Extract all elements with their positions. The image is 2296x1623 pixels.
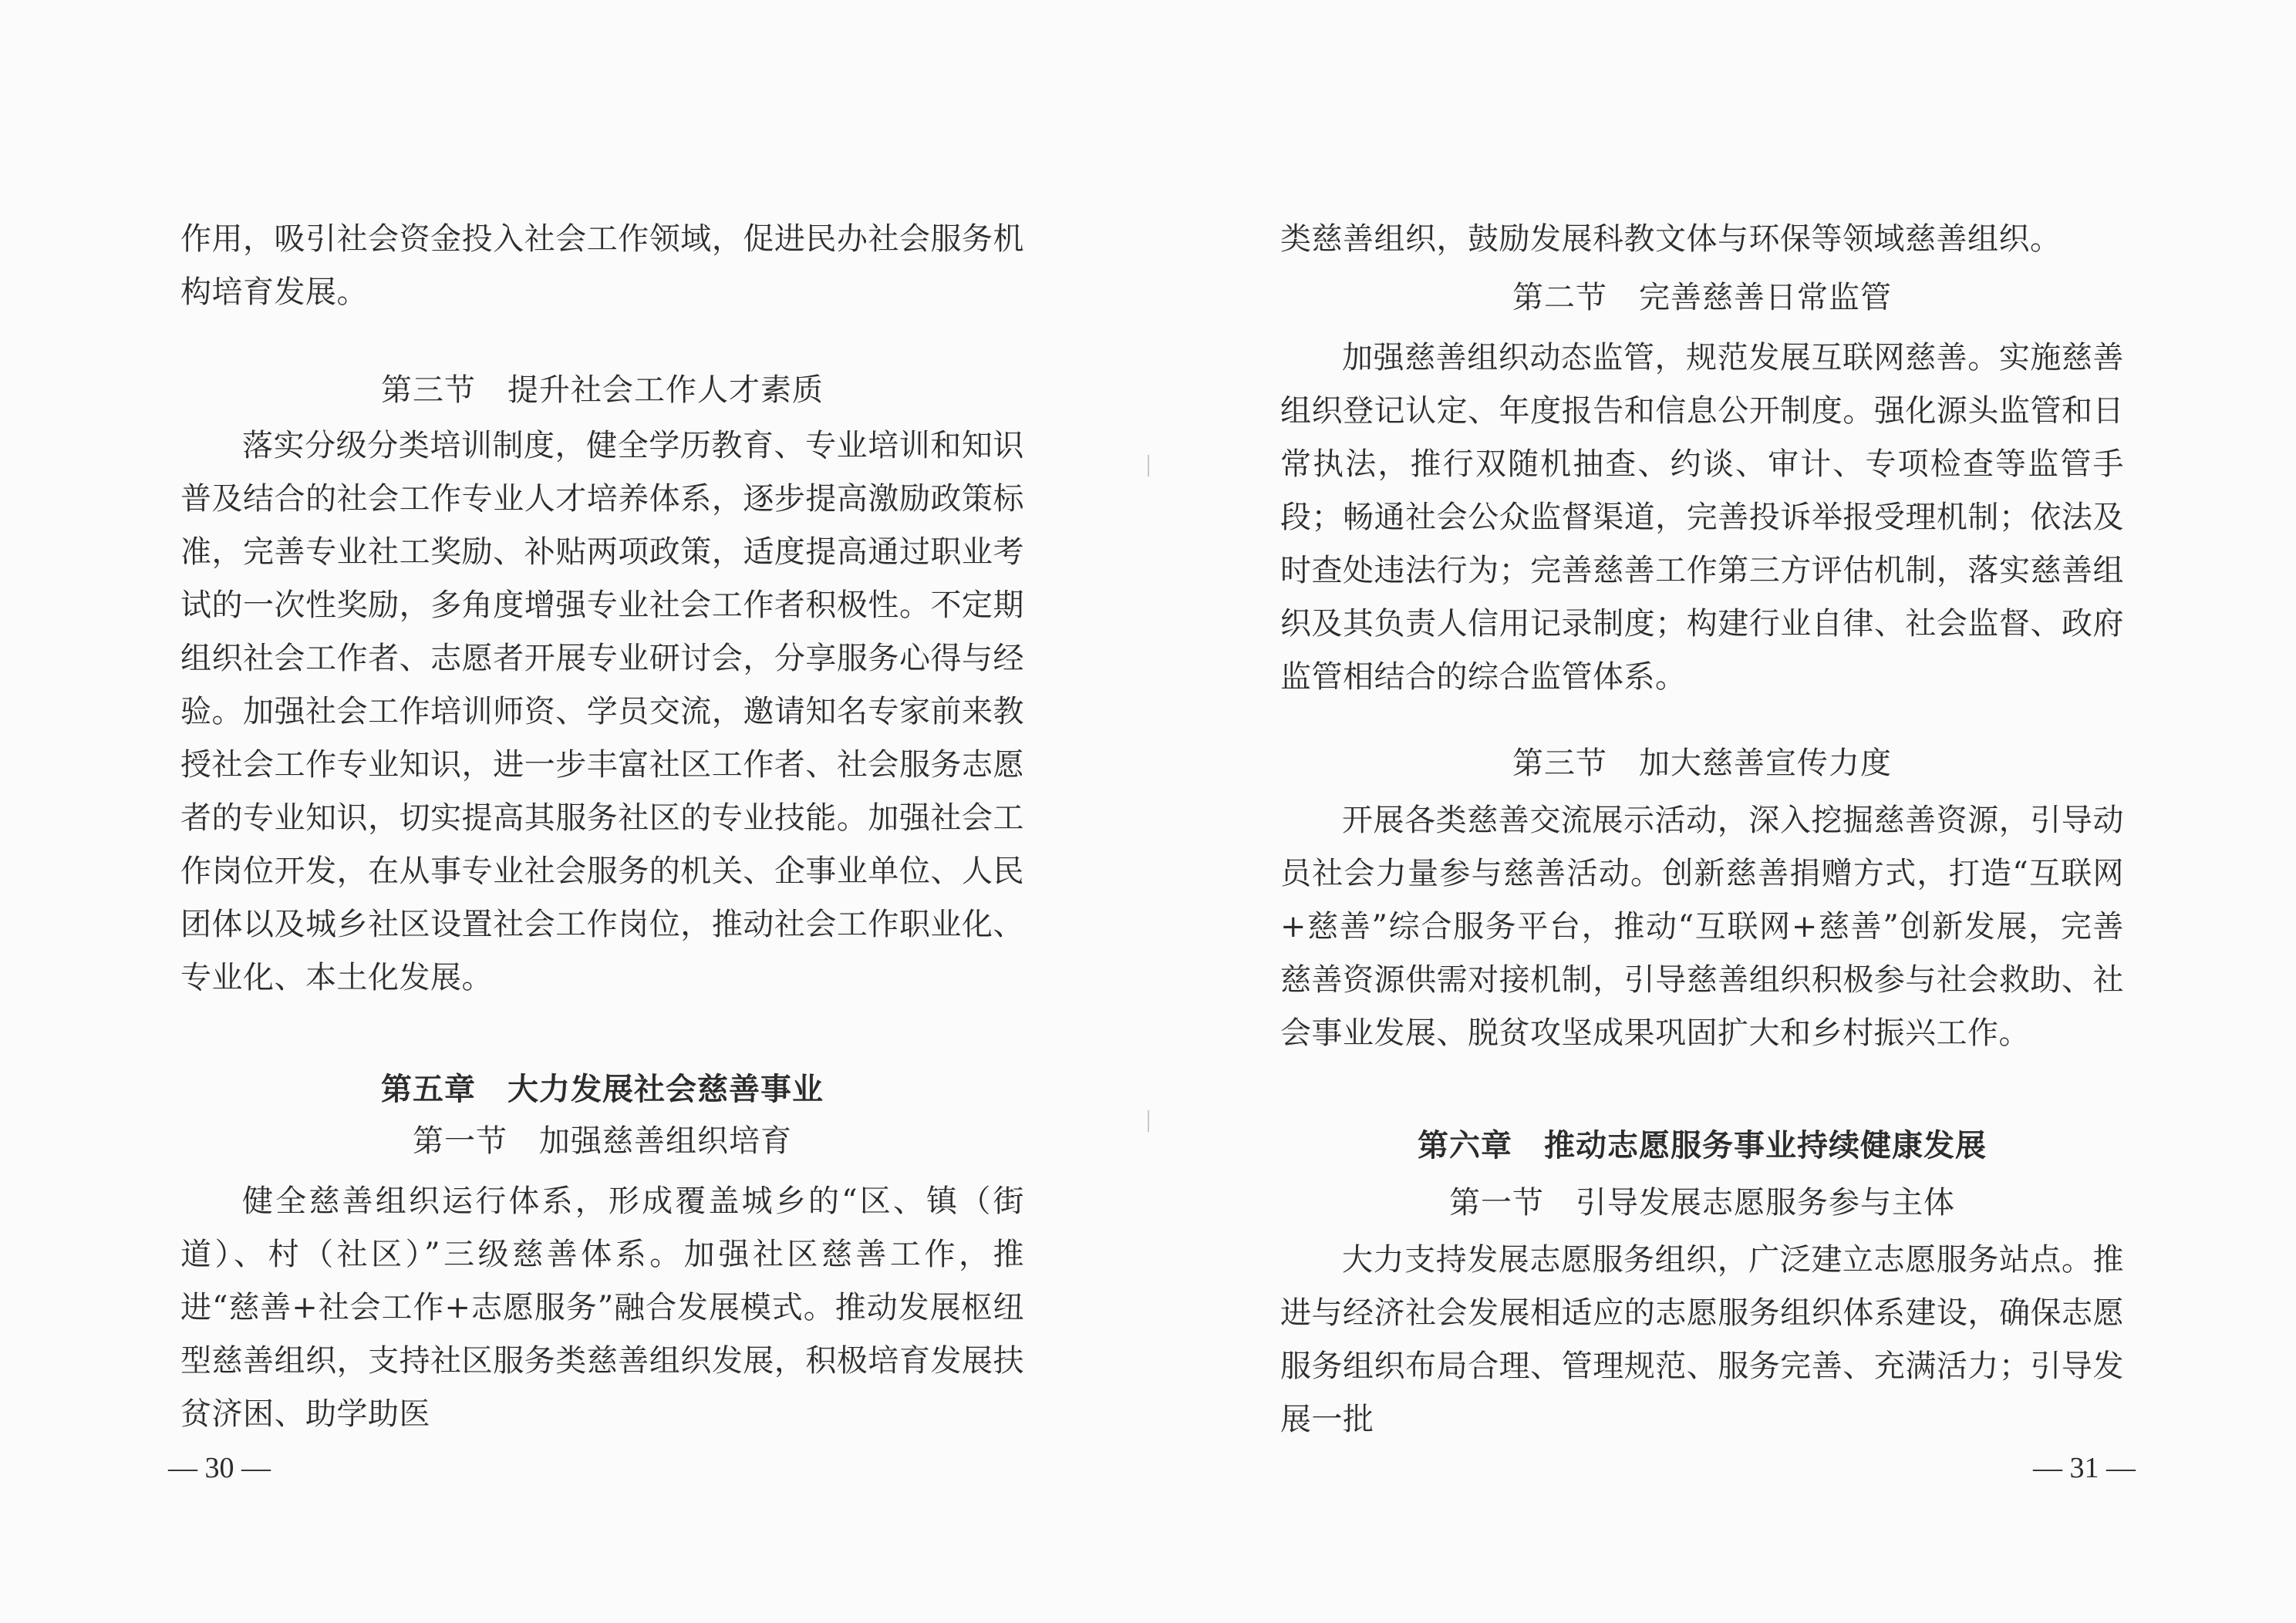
left-paragraph-1: 作用，吸引社会资金投入社会工作领域，促进民办社会服务机构培育发展。 [180,221,1024,310]
right-section-1-title: 第一节 引导发展志愿服务参与主体 [1449,1185,1955,1221]
gutter-mark-bottom [1148,1110,1149,1132]
left-paragraph-2: 落实分级分类培训制度，健全学历教育、专业培训和知识普及结合的社会工作专业人才培养体系，逐步提高激励政策标准，完善专业社工奖励、补贴两项政策，适度提高通过职业考试的一次性奖励，多角度增强专业社会工作者积极性。不定期组织社会工作者、志愿者开展专业研讨会，分享服务心得与经验。加强社会工作培训师资、学员交流，邀请知名专家前来教授社会工作专业知识，进一步丰富社区工作者、社会服务志愿者的专业知识，切实提高其服务社区的专业技能。加强社会工作岗位开发，在从事专业社会服务的机关、企事业单位、人民团体以及城乡社区设置社会工作岗位，推动社会工作职业化、专业化、本土化发展。 [180,428,1024,995]
right-paragraph-1: 类慈善组织，鼓励发展科教文体与环保等领域慈善组织。 [1280,221,2062,257]
left-section-3-title: 第三节 提升社会工作人才素质 [381,372,824,408]
left-page-number: — 30 — [168,1452,271,1484]
right-paragraph-4: 大力支持发展志愿服务组织，广泛建立志愿服务站点。推进与经济社会发展相适应的志愿服务组织体系建设，确保志愿服务组织布局合理、管理规范、服务完善、充满活力；引导发展一批 [1280,1242,2124,1437]
left-paragraph-3: 健全慈善组织运行体系，形成覆盖城乡的“区、镇（街道）、村（社区）”三级慈善体系。加强社区慈善工作，推进“慈善+社会工作+志愿服务”融合发展模式。推动发展枢纽型慈善组织，支持社区服务类慈善组织发展，积极培育发展扶贫济困、助学助医 [180,1184,1024,1432]
right-chapter-6-title: 第六章 推动志愿服务事业持续健康发展 [1418,1128,1987,1163]
right-page-number: — 31 — [2033,1452,2136,1484]
left-section-1-title: 第一节 加强慈善组织培育 [413,1123,792,1159]
left-chapter-5-title: 第五章 大力发展社会慈善事业 [381,1072,824,1107]
right-paragraph-2: 加强慈善组织动态监管，规范发展互联网慈善。实施慈善组织登记认定、年度报告和信息公开制度。强化源头监管和日常执法，推行双随机抽查、约谈、审计、专项检查等监管手段；畅通社会公众监督渠道，完善投诉举报受理机制；依法及时查处违法行为；完善慈善工作第三方评估机制，落实慈善组织及其负责人信用记录制度；构建行业自律、社会监督、政府监管相结合的综合监管体系。 [1280,340,2124,695]
right-section-2-title: 第二节 完善慈善日常监管 [1512,280,1892,315]
right-section-3-title: 第三节 加大慈善宣传力度 [1512,746,1892,781]
right-page [1148,0,2296,1623]
gutter-mark-top [1148,455,1149,476]
right-paragraph-3: 开展各类慈善交流展示活动，深入挖掘慈善资源，引导动员社会力量参与慈善活动。创新慈善捐赠方式，打造“互联网+慈善”综合服务平台，推动“互联网+慈善”创新发展，完善慈善资源供需对接机制，引导慈善组织积极参与社会救助、社会事业发展、脱贫攻坚成果巩固扩大和乡村振兴工作。 [1280,803,2124,1051]
